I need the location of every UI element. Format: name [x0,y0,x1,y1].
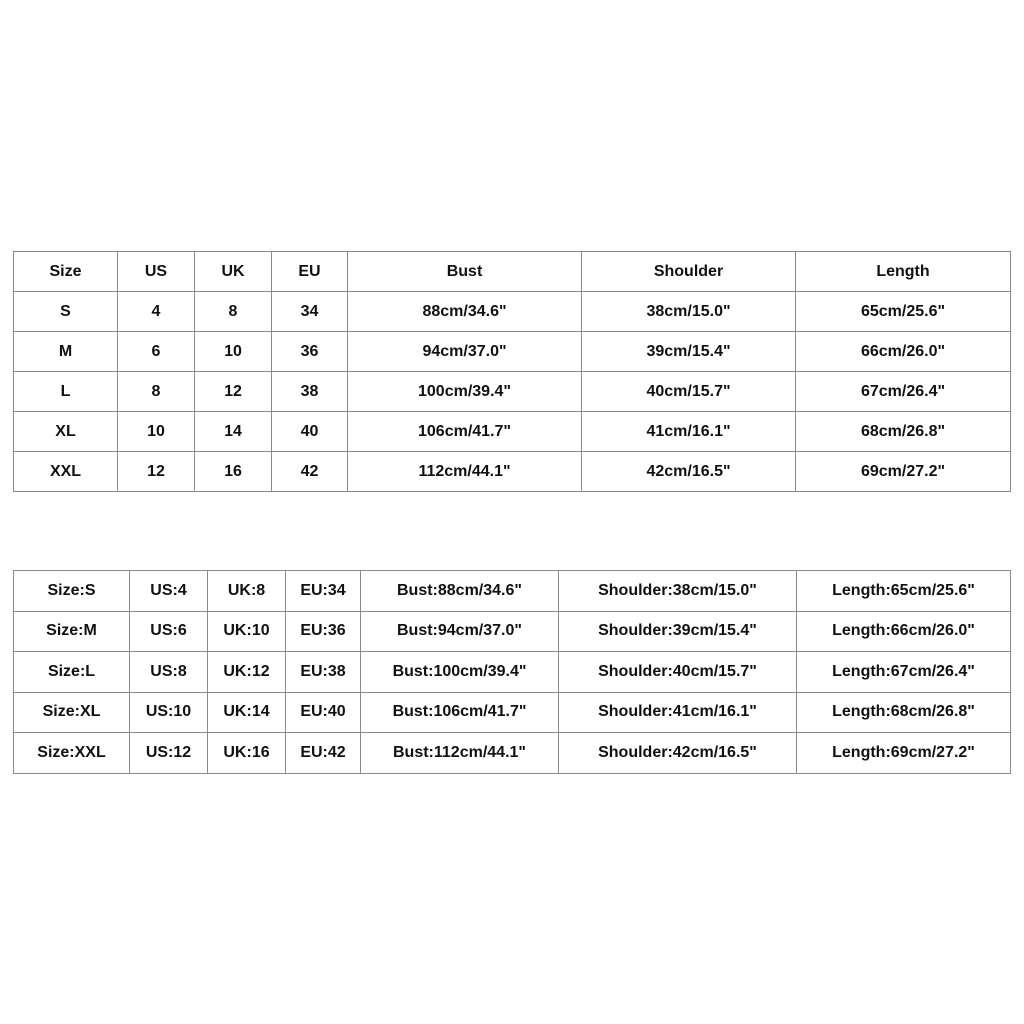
table-cell: 40 [272,412,348,452]
table-cell: UK:12 [208,652,286,693]
table-cell: 42 [272,452,348,492]
table-cell: Length:66cm/26.0" [797,611,1011,652]
table-cell: Shoulder:38cm/15.0" [559,571,797,612]
table-cell: UK:14 [208,692,286,733]
table-cell: Size:XXL [14,733,130,774]
table-cell: 69cm/27.2" [796,452,1011,492]
table-cell: 36 [272,332,348,372]
table-row [14,652,1011,693]
table-cell: XL [14,412,118,452]
table-cell: 8 [195,292,272,332]
table-cell: UK:10 [208,611,286,652]
table-cell: Bust:112cm/44.1" [361,733,559,774]
header-eu: EU [272,252,348,292]
header-length: Length [796,252,1011,292]
size-chart-table [13,251,1011,492]
table-row [14,412,1011,452]
table-cell: US:12 [130,733,208,774]
table-cell: 66cm/26.0" [796,332,1011,372]
table-cell: 8 [118,372,195,412]
table-cell: 67cm/26.4" [796,372,1011,412]
table-cell: 38cm/15.0" [582,292,796,332]
table-cell: 68cm/26.8" [796,412,1011,452]
table-cell: Length:65cm/25.6" [797,571,1011,612]
table-cell: Shoulder:40cm/15.7" [559,652,797,693]
table-row [14,452,1011,492]
table-cell: 39cm/15.4" [582,332,796,372]
table-cell: M [14,332,118,372]
table-cell: EU:42 [286,733,361,774]
table-cell: 16 [195,452,272,492]
table-cell: Length:67cm/26.4" [797,652,1011,693]
table-cell: 41cm/16.1" [582,412,796,452]
table-cell: 10 [118,412,195,452]
table-cell: EU:38 [286,652,361,693]
table-cell: Shoulder:42cm/16.5" [559,733,797,774]
table-row [14,733,1011,774]
table-cell: 12 [118,452,195,492]
table-cell: 10 [195,332,272,372]
table-cell: Bust:100cm/39.4" [361,652,559,693]
table-cell: 38 [272,372,348,412]
table-cell: US:10 [130,692,208,733]
size-chart-labeled-table [13,570,1011,774]
table-cell: UK:8 [208,571,286,612]
table-cell: Bust:88cm/34.6" [361,571,559,612]
table-row [14,372,1011,412]
table-row [14,571,1011,612]
table-cell: 65cm/25.6" [796,292,1011,332]
table-cell: Length:69cm/27.2" [797,733,1011,774]
header-size: Size [14,252,118,292]
table-cell: 88cm/34.6" [348,292,582,332]
table-cell: Size:XL [14,692,130,733]
table-cell: L [14,372,118,412]
table-cell: UK:16 [208,733,286,774]
table-cell: 106cm/41.7" [348,412,582,452]
table-cell: Shoulder:39cm/15.4" [559,611,797,652]
table-cell: Size:L [14,652,130,693]
table-cell: Shoulder:41cm/16.1" [559,692,797,733]
table-cell: 112cm/44.1" [348,452,582,492]
table-cell: Size:S [14,571,130,612]
table-row [14,692,1011,733]
table-row [14,292,1011,332]
table-cell: 6 [118,332,195,372]
table-cell: S [14,292,118,332]
table-cell: 14 [195,412,272,452]
table-cell: 40cm/15.7" [582,372,796,412]
table-cell: XXL [14,452,118,492]
table-cell: US:4 [130,571,208,612]
table-cell: 42cm/16.5" [582,452,796,492]
table-row [14,611,1011,652]
table-row [14,332,1011,372]
table-cell: 100cm/39.4" [348,372,582,412]
table-cell: 12 [195,372,272,412]
header-us: US [118,252,195,292]
table-cell: 4 [118,292,195,332]
table-cell: EU:34 [286,571,361,612]
table-header-row [14,252,1011,292]
table-cell: US:8 [130,652,208,693]
table-cell: Size:M [14,611,130,652]
header-shoulder: Shoulder [582,252,796,292]
table-cell: US:6 [130,611,208,652]
table-cell: Length:68cm/26.8" [797,692,1011,733]
table-cell: EU:36 [286,611,361,652]
header-bust: Bust [348,252,582,292]
table-cell: Bust:94cm/37.0" [361,611,559,652]
table-cell: 94cm/37.0" [348,332,582,372]
table-cell: Bust:106cm/41.7" [361,692,559,733]
table-cell: EU:40 [286,692,361,733]
header-uk: UK [195,252,272,292]
table-cell: 34 [272,292,348,332]
